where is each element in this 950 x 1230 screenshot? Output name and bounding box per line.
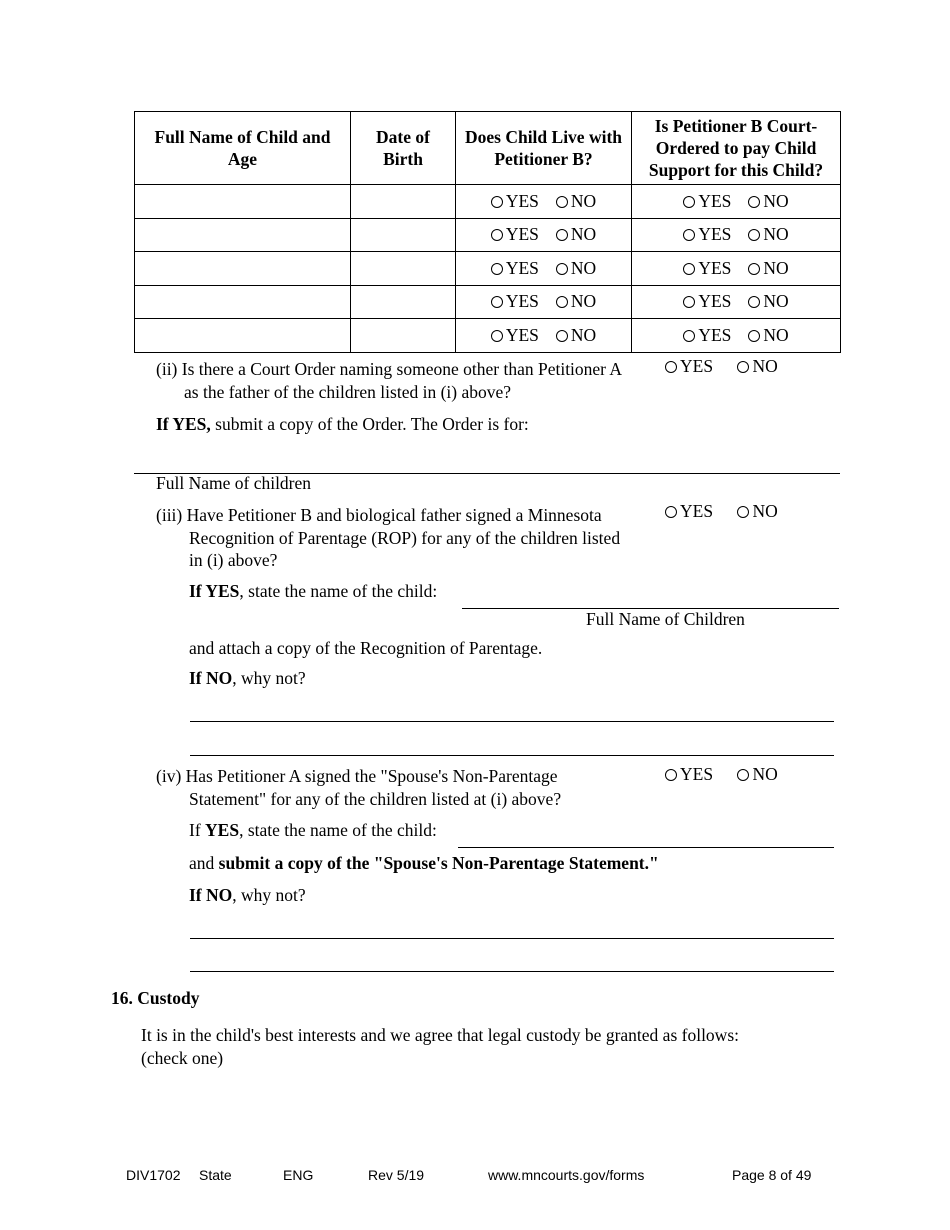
yes-label: YES bbox=[698, 224, 732, 245]
custody-text bbox=[141, 1024, 739, 1069]
question-iii-yes[interactable] bbox=[665, 501, 713, 522]
child-support-no-option[interactable] bbox=[748, 325, 788, 346]
table-row bbox=[135, 252, 841, 286]
submit-bold: submit a copy of the "Spouse's Non-Parentage Statement." bbox=[218, 853, 659, 873]
radio-icon[interactable] bbox=[683, 330, 695, 342]
footer-lang: ENG bbox=[283, 1167, 314, 1183]
radio-icon[interactable] bbox=[665, 506, 677, 518]
radio-icon[interactable] bbox=[737, 361, 749, 373]
table-row bbox=[135, 185, 841, 219]
lives-with-b-no-option[interactable] bbox=[556, 191, 596, 212]
nps-submit-text bbox=[189, 853, 659, 874]
no-label: NO bbox=[570, 324, 597, 345]
lives-with-b-cell bbox=[456, 185, 632, 219]
radio-icon[interactable] bbox=[491, 263, 503, 275]
custody-line1: It is in the child's best interests and we agree that legal custody be granted as follows: bbox=[141, 1025, 739, 1045]
if-prefix: If bbox=[189, 820, 206, 840]
radio-icon[interactable] bbox=[491, 229, 503, 241]
yes-label: YES bbox=[698, 291, 732, 312]
no-label: NO bbox=[763, 190, 789, 211]
lives-with-b-cell bbox=[456, 285, 632, 319]
no-label: NO bbox=[752, 764, 778, 784]
lives-with-b-cell bbox=[456, 252, 632, 286]
and-prefix: and bbox=[189, 853, 219, 873]
yes-label: YES bbox=[698, 257, 732, 278]
child-support-cell bbox=[632, 319, 841, 353]
if-yes-text: , state the name of the child: bbox=[239, 820, 437, 840]
table-row bbox=[135, 319, 841, 353]
table-header-row bbox=[135, 112, 841, 185]
header-dob: Date of Birth bbox=[351, 112, 456, 185]
question-iv-options bbox=[665, 764, 778, 785]
question-iv-line1: (iv) Has Petitioner A signed the "Spouse's Non-Parentage bbox=[156, 766, 558, 786]
rop-child-name-caption: Full Name of Children bbox=[586, 609, 745, 629]
question-iii-line2: Recognition of Parentage (ROP) for any of the children listed bbox=[189, 527, 621, 548]
child-name-cell[interactable] bbox=[135, 185, 351, 219]
yes-label: YES bbox=[505, 190, 539, 211]
no-label: NO bbox=[752, 356, 778, 376]
no-label: NO bbox=[752, 501, 778, 521]
lives-with-b-cell bbox=[456, 319, 632, 353]
question-iii-options bbox=[665, 501, 778, 522]
nps-why-not-line-2[interactable] bbox=[190, 971, 834, 972]
radio-icon[interactable] bbox=[748, 330, 760, 342]
child-name-cell[interactable] bbox=[135, 252, 351, 286]
table-row bbox=[135, 285, 841, 319]
radio-icon[interactable] bbox=[748, 296, 760, 308]
child-name-cell[interactable] bbox=[135, 319, 351, 353]
dob-cell[interactable] bbox=[351, 252, 456, 286]
question-ii-no[interactable] bbox=[737, 356, 777, 377]
lives-with-b-yes-option[interactable] bbox=[491, 191, 539, 212]
question-ii-line1: (ii) Is there a Court Order naming someone other than Petitioner A bbox=[156, 359, 623, 379]
no-label: NO bbox=[763, 324, 789, 345]
radio-icon[interactable] bbox=[491, 296, 503, 308]
question-iv bbox=[156, 765, 561, 810]
footer-url[interactable]: www.mncourts.gov/forms bbox=[488, 1167, 645, 1183]
footer-rev: Rev 5/19 bbox=[368, 1167, 425, 1183]
child-support-no-option[interactable] bbox=[748, 291, 788, 312]
question-iv-no[interactable] bbox=[737, 764, 777, 785]
radio-icon[interactable] bbox=[665, 361, 677, 373]
custody-heading: 16. Custody bbox=[111, 988, 200, 1008]
lives-with-b-yes-option[interactable] bbox=[491, 258, 539, 279]
lives-with-b-no-option[interactable] bbox=[556, 258, 596, 279]
rop-attach-text: and attach a copy of the Recognition of Parentage. bbox=[189, 638, 543, 658]
question-ii-options bbox=[665, 356, 778, 377]
child-name-cell[interactable] bbox=[135, 285, 351, 319]
yes-label: YES bbox=[505, 224, 539, 245]
radio-icon[interactable] bbox=[683, 296, 695, 308]
no-label: NO bbox=[763, 224, 789, 245]
radio-icon[interactable] bbox=[491, 196, 503, 208]
question-iv-if-yes bbox=[189, 820, 437, 841]
lives-with-b-yes-option[interactable] bbox=[491, 224, 539, 245]
radio-icon[interactable] bbox=[556, 263, 568, 275]
question-iii-line3: in (i) above? bbox=[189, 550, 278, 570]
lives-with-b-yes-option[interactable] bbox=[491, 325, 539, 346]
child-support-yes-option[interactable] bbox=[683, 191, 731, 212]
child-support-yes-option[interactable] bbox=[683, 224, 731, 245]
radio-icon[interactable] bbox=[491, 330, 503, 342]
child-support-yes-option[interactable] bbox=[683, 258, 731, 279]
yes-label: YES bbox=[505, 324, 539, 345]
child-support-cell bbox=[632, 285, 841, 319]
if-no-bold: If NO bbox=[189, 885, 233, 905]
question-iii-no[interactable] bbox=[737, 501, 777, 522]
question-iii-line1: (iii) Have Petitioner B and biological father signed a Minnesota bbox=[156, 505, 602, 525]
radio-icon[interactable] bbox=[556, 229, 568, 241]
child-support-no-option[interactable] bbox=[748, 258, 788, 279]
children-name-caption: Full Name of children bbox=[156, 473, 312, 493]
footer-state: State bbox=[199, 1167, 232, 1183]
footer-page: Page 8 of 49 bbox=[732, 1167, 812, 1183]
child-support-cell bbox=[632, 252, 841, 286]
radio-icon[interactable] bbox=[556, 196, 568, 208]
radio-icon[interactable] bbox=[737, 506, 749, 518]
if-yes-bold: YES bbox=[205, 820, 240, 840]
if-yes-text: , state the name of the child: bbox=[239, 581, 438, 601]
question-iv-yes[interactable] bbox=[665, 764, 713, 785]
radio-icon[interactable] bbox=[556, 296, 568, 308]
lives-with-b-yes-option[interactable] bbox=[491, 291, 539, 312]
no-label: NO bbox=[763, 291, 789, 312]
question-iii-if-no bbox=[189, 668, 306, 689]
lives-with-b-no-option[interactable] bbox=[556, 224, 596, 245]
radio-icon[interactable] bbox=[665, 769, 677, 781]
lives-with-b-no-option[interactable] bbox=[556, 291, 596, 312]
question-iii bbox=[156, 504, 620, 572]
yes-label: YES bbox=[698, 324, 732, 345]
header-lives-with-b: Does Child Live with Petitioner B? bbox=[456, 112, 632, 185]
child-name-cell[interactable] bbox=[135, 218, 351, 252]
radio-icon[interactable] bbox=[748, 196, 760, 208]
radio-icon[interactable] bbox=[683, 229, 695, 241]
custody-line2: (check one) bbox=[141, 1047, 224, 1068]
yes-label: YES bbox=[680, 501, 714, 521]
radio-icon[interactable] bbox=[683, 263, 695, 275]
question-ii-if-yes bbox=[156, 414, 529, 435]
dob-cell[interactable] bbox=[351, 319, 456, 353]
if-no-bold: If NO bbox=[189, 668, 233, 688]
no-label: NO bbox=[570, 190, 597, 211]
question-ii-line2: as the father of the children listed in (i) above? bbox=[184, 382, 512, 402]
if-yes-bold: If YES, bbox=[156, 414, 211, 434]
child-support-no-option[interactable] bbox=[748, 224, 788, 245]
nps-child-name-line[interactable] bbox=[458, 847, 834, 848]
question-ii bbox=[156, 358, 622, 404]
radio-icon[interactable] bbox=[748, 229, 760, 241]
yes-label: YES bbox=[680, 764, 714, 784]
no-label: NO bbox=[570, 224, 597, 245]
footer-form-id: DIV1702 bbox=[126, 1167, 181, 1183]
header-child-name: Full Name of Child and Age bbox=[135, 112, 351, 185]
rop-why-not-line-2[interactable] bbox=[190, 755, 834, 756]
dob-cell[interactable] bbox=[351, 218, 456, 252]
dob-cell[interactable] bbox=[351, 185, 456, 219]
question-iii-if-yes bbox=[189, 581, 437, 602]
if-yes-bold: If YES bbox=[189, 581, 240, 601]
yes-label: YES bbox=[680, 356, 714, 376]
child-support-cell bbox=[632, 218, 841, 252]
rop-why-not-line-1[interactable] bbox=[190, 721, 834, 722]
if-yes-text: submit a copy of the Order. The Order is for: bbox=[210, 414, 529, 434]
if-no-text: , why not? bbox=[232, 668, 306, 688]
yes-label: YES bbox=[505, 257, 539, 278]
nps-why-not-line-1[interactable] bbox=[190, 938, 834, 939]
lives-with-b-cell bbox=[456, 218, 632, 252]
radio-icon[interactable] bbox=[748, 263, 760, 275]
header-child-support: Is Petitioner B Court-Ordered to pay Child Support for this Child? bbox=[632, 112, 841, 185]
question-ii-yes[interactable] bbox=[665, 356, 713, 377]
child-support-yes-option[interactable] bbox=[683, 291, 731, 312]
no-label: NO bbox=[570, 291, 597, 312]
lives-with-b-no-option[interactable] bbox=[556, 325, 596, 346]
if-no-text: , why not? bbox=[232, 885, 306, 905]
child-support-yes-option[interactable] bbox=[683, 325, 731, 346]
question-iv-line2: Statement" for any of the children listed at (i) above? bbox=[189, 788, 562, 809]
children-table bbox=[134, 111, 841, 353]
radio-icon[interactable] bbox=[683, 196, 695, 208]
child-support-cell bbox=[632, 185, 841, 219]
table-row bbox=[135, 218, 841, 252]
child-support-no-option[interactable] bbox=[748, 191, 788, 212]
no-label: NO bbox=[570, 257, 597, 278]
question-iv-if-no bbox=[189, 885, 306, 906]
yes-label: YES bbox=[505, 291, 539, 312]
radio-icon[interactable] bbox=[556, 330, 568, 342]
radio-icon[interactable] bbox=[737, 769, 749, 781]
no-label: NO bbox=[763, 257, 789, 278]
yes-label: YES bbox=[698, 190, 732, 211]
dob-cell[interactable] bbox=[351, 285, 456, 319]
